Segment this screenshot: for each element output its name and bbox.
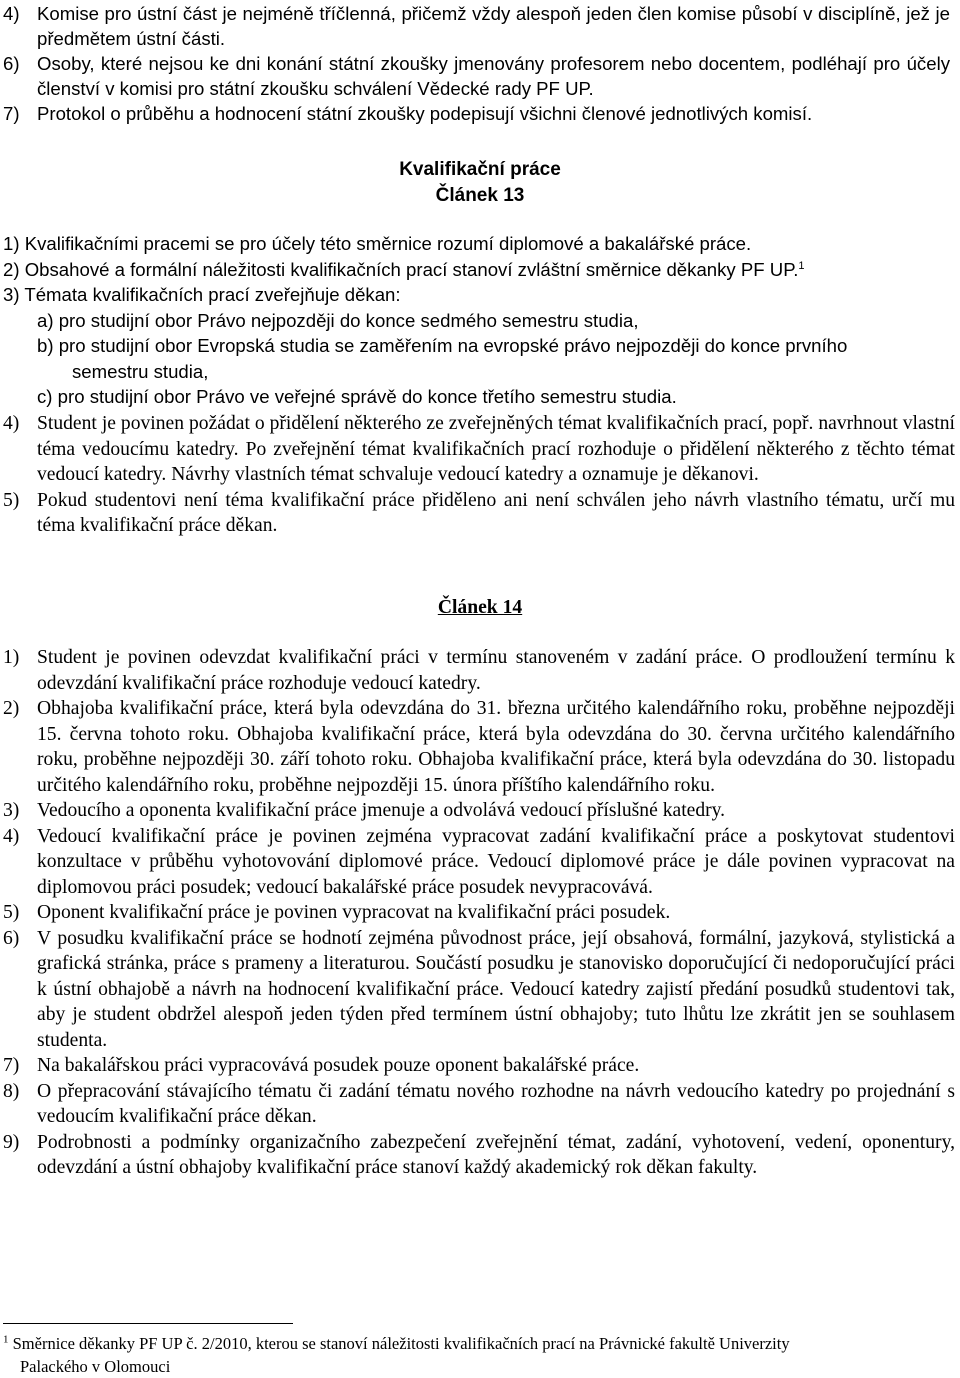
article-13-title: Článek 13 [435,185,525,206]
footnote-separator [3,1323,293,1324]
article-13-intro [0,231,955,410]
list-item [0,926,955,1054]
article-13-line-3: 3) Témata kvalifikačních prací zveřejňuje děkan: [3,284,401,305]
item-text: Komise pro ústní část je nejméně tříčlenná, přičemž vždy alespoň jeden člen komise působí v disciplíně, jež je předmětem ústní části. [37,3,950,49]
list-item [0,696,955,798]
item-text: Podrobnosti a podmínky organizačního zabezpečení zveřejnění témat, zadání, vyhotovení, vedení, oponentury, odevzdání a ústní obhajoby kvalifikační práce stanoví každý akademický rok děkan fakulty. [37,1131,955,1178]
item-text: V posudku kvalifikační práce se hodnotí zejména původnost práce, její obsahová, formální, jazyková, stylistická a grafická stránka, práce s prameny a literaturou. Součástí posudku je stanovisko doporučující či nedoporučující práci k ústní obhajobě a návrh na hodnocení kvalifikační práce. Vedoucí katedry zajistí předání posudků studentovi tak, aby je student obdržel alespoň jeden týden před termínem ústní obhajoby; tuto lhůtu lze zkrátit jen se souhlasem studenta. [37,927,955,1051]
line-2-text: 2) Obsahové a formální náležitosti kvalifikačních prací stanoví zvláštní směrnice děkanky PF UP. [3,258,799,280]
item-number: 7) [3,1055,20,1076]
article-14-title: Článek 14 [437,597,523,618]
item-text: Pokud studentovi není téma kvalifikační práce přiděleno ani není schválen jeho návrh vlastního tématu, určí mu téma kvalifikační práce děkan. [37,489,955,536]
item-text: Protokol o průběhu a hodnocení státní zkoušky podepisují všichni členové jednotlivých komisí. [37,103,813,124]
list-item [0,488,955,539]
article-13-sub-c: c) pro studijní obor Právo ve veřejné správě do konce třetího semestru studia. [37,386,677,407]
item-number: 1) [3,647,20,668]
item-text: Student je povinen požádat o přidělení některého ze zveřejněných témat kvalifikačních prací, popř. navrhnout vlastní téma vedoucímu katedry. Po zveřejnění témat kvalifikačních prací rozhoduje o přidělení některého z těchto témat vedoucí katedry. Návrhy vlastních témat schvaluje vedoucí katedry a oznamuje je děkanovi. [37,413,955,485]
item-text: Vedoucí kvalifikační práce je povinen zejména vypracovat zadání kvalifikační práce a poskytovat studentovi konzultace v průběhu vyhotovování diplomové práce. Vedoucí diplomové práce je dále povinen vypracovat na diplomovou práci posudek; vedoucí bakalářské práce posudek nevypracovává. [37,825,955,898]
item-text: Osoby, které nejsou ke dni konání státní zkoušky jmenovány profesorem nebo docentem, podléhají pro účely členství v komisi pro státní zkoušku schválení Vědecké rady PF UP. [37,53,950,99]
list-item [0,798,955,824]
list-item [0,900,955,926]
footnote [3,1332,943,1378]
article-13-sub-a: a) pro studijní obor Právo nejpozději do konce sedmého semestru studia, [37,309,639,331]
item-text: Obhajoba kvalifikační práce, která byla odevzdána do 31. března určitého kalendářního roku, proběhne nejpozději 15. června tohoto roku. Obhajoba kvalifikační práce, která byla odevzdána do 30. června určitého kalendářního roku, proběhne nejpozději 30. září tohoto roku. Obhajoba kvalifikační práce, která byla odevzdána do 30. listopadu určitého kalendářního roku, proběhne nejpozději 15. února příštího kalendářního roku. [37,698,955,796]
item-number: 2) [3,698,20,719]
list-item [0,1079,955,1130]
item-number: 4) [3,825,20,847]
article-13-line-1: 1) Kvalifikačními pracemi se pro účely této směrnice rozumí diplomové a bakalářské práce. [3,233,752,254]
item-text: O přepracování stávajícího tématu či zadání tématu nového rozhodne na návrh vedoucího katedry po projednání s vedoucím kvalifikační práce děkan. [37,1080,955,1127]
list-item [0,1,950,51]
article-13-sub-b: b) pro studijní obor Evropská studia se zaměřením na evropské právo nejpozději do konce prvního [37,335,848,356]
item-number: 8) [3,1080,20,1102]
item-number: 3) [3,800,20,821]
item-text: Student je povinen odevzdat kvalifikační práci v termínu stanoveném v zadání práce. O prodloužení termínu k odevzdání kvalifikační práce rozhoduje vedoucí katedry. [37,647,955,694]
section-title: Kvalifikační práce [399,159,561,180]
item-text: Oponent kvalifikační práce je povinen vypracovat na kvalifikační práci posudek. [37,902,671,923]
item-number: 4) [3,413,20,434]
list-item [0,101,950,126]
item-number: 5) [3,902,20,923]
list-item [0,51,950,101]
item-number: 5) [3,489,20,511]
list-item [0,1130,955,1181]
footnote-mark: 1 [3,1333,9,1346]
footnote-text-cont: Palackého v Olomouci [20,1357,171,1376]
item-number: 9) [3,1131,20,1153]
article-13-items [0,411,955,539]
footnote-text: Směrnice děkanky PF UP č. 2/2010, kterou se stanoví náležitosti kvalifikačních prací na Právnické fakultě Univerzity [12,1334,790,1353]
article-13-sub-b-cont: semestru studia, [72,360,209,382]
list-item [0,1053,955,1079]
item-text: Vedoucího a oponenta kvalifikační práce jmenuje a odvolává vedoucí příslušné katedry. [37,800,726,821]
article-13-line-2 [0,257,955,283]
state-exam-items [0,1,950,126]
item-number: 7) [3,103,20,124]
item-number: 6) [3,927,20,949]
item-number: 4) [3,3,20,24]
list-item [0,411,955,488]
item-text: Na bakalářskou práci vypracovává posudek pouze oponent bakalářské práce. [37,1055,640,1076]
list-item [0,824,955,901]
article-14-items [0,645,955,1181]
item-number: 6) [3,53,20,74]
footnote-ref: 1 [798,259,805,272]
footnote-line [3,1332,943,1355]
list-item [0,645,955,696]
